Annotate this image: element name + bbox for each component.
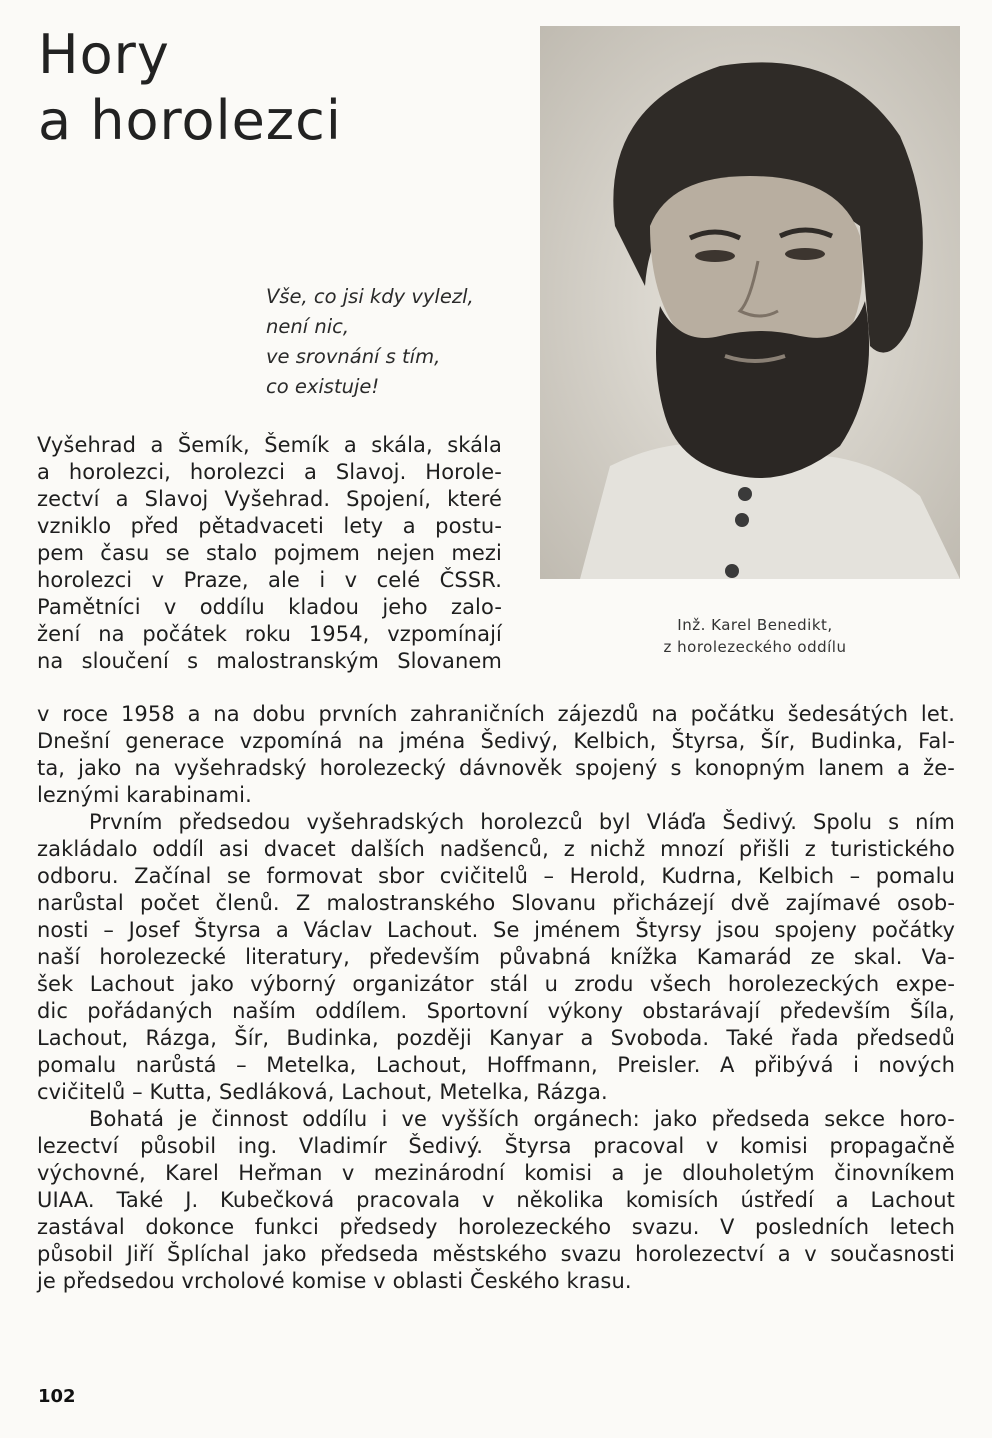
text-line: Dnešní generace vzpomíná na jména Šedivý, Kelbich, Štyrsa, Šír, Budinka, Fal- xyxy=(37,729,955,753)
text-line: žení na počátek roku 1954, vzpomínají xyxy=(37,622,502,646)
intro-paragraph xyxy=(37,432,502,675)
text-line: a horolezci, horolezci a Slavoj. Horole- xyxy=(37,460,502,484)
photo-caption xyxy=(605,614,905,658)
text-line: výchovné, Karel Heřman v mezinárodní komisi a je dlouholetým činovníkem xyxy=(37,1161,955,1185)
text-line: ta, jako na vyšehradský horolezecký dávnověk spojený s konopným lanem a že- xyxy=(37,756,955,780)
body-text xyxy=(37,701,955,1295)
caption-line: z horolezeckého oddílu xyxy=(663,638,847,656)
article-title xyxy=(38,22,342,154)
text-line: Lachout, Rázga, Šír, Budinka, později Kanyar a Svoboda. Také řada předsedů xyxy=(37,1026,955,1050)
text-line: narůstal počet členů. Z malostranského Slovanu přicházejí dvě zajímavé osob- xyxy=(37,891,955,915)
portrait-photo xyxy=(540,26,960,579)
text-line: Bohatá je činnost oddílu i ve vyšších orgánech: jako předseda sekce horo- xyxy=(89,1107,955,1131)
portrait-illustration xyxy=(540,26,960,579)
text-line: pomalu narůstá – Metelka, Lachout, Hoffmann, Preisler. A přibývá i nových xyxy=(37,1053,955,1077)
motto-quote xyxy=(266,282,474,402)
motto-line: Vše, co jsi kdy vylezl, xyxy=(266,285,474,308)
text-line: pem času se stalo pojmem nejen mezi xyxy=(37,541,502,565)
text-line: cvičitelů – Kutta, Sedláková, Lachout, Metelka, Rázga. xyxy=(37,1080,608,1104)
text-line: je předsedou vrcholové komise v oblasti Českého krasu. xyxy=(37,1269,632,1293)
text-line: UIAA. Také J. Kubečková pracovala v několika komisích ústředí a Lachout xyxy=(37,1188,955,1212)
motto-line: ve srovnání s tím, xyxy=(266,345,441,368)
text-line: na sloučení s malostranským Slovanem xyxy=(37,649,502,673)
text-line: Prvním předsedou vyšehradských horolezců byl Vláďa Šedivý. Spolu s ním xyxy=(89,810,955,834)
text-line: naší horolezecké literatury, především půvabná knížka Kamarád ze skal. Va- xyxy=(37,945,955,969)
text-line: Vyšehrad a Šemík, Šemík a skála, skála xyxy=(37,433,502,457)
caption-line: Inž. Karel Benedikt, xyxy=(677,616,833,634)
text-line: nosti – Josef Štyrsa a Václav Lachout. Se jménem Štyrsy jsou spojeny počátky xyxy=(37,918,955,942)
text-line: v roce 1958 a na dobu prvních zahraničních zájezdů na počátku šedesátých let. xyxy=(37,702,955,726)
text-line: zectví a Slavoj Vyšehrad. Spojení, které xyxy=(37,487,502,511)
page-number: 102 xyxy=(38,1386,76,1407)
text-line: lezectví působil ing. Vladimír Šedivý. Štyrsa pracoval v komisi propagačně xyxy=(37,1134,955,1158)
text-line: Pamětníci v oddílu kladou jeho zalo- xyxy=(37,595,502,619)
title-line-1: Hory xyxy=(38,23,170,86)
motto-line: není nic, xyxy=(266,315,350,338)
text-line: leznými karabinami. xyxy=(37,783,252,807)
text-line: zastával dokonce funkci předsedy horolezeckého svazu. V posledních letech xyxy=(37,1215,955,1239)
text-line: horolezci v Praze, ale i v celé ČSSR. xyxy=(37,568,502,592)
text-line: vzniklo před pětadvaceti lety a postu- xyxy=(37,514,502,538)
text-line: dic pořádaných naším oddílem. Sportovní výkony obstarávají především Šíla, xyxy=(37,999,955,1023)
text-line: odboru. Začínal se formovat sbor cvičitelů – Herold, Kudrna, Kelbich – pomalu xyxy=(37,864,955,888)
text-line: šek Lachout jako výborný organizátor stál u zrodu všech horolezeckých expe- xyxy=(37,972,955,996)
text-line: působil Jiří Šplíchal jako předseda městského svazu horolezectví a v současnosti xyxy=(37,1242,955,1266)
title-line-2: a horolezci xyxy=(38,89,342,152)
motto-line: co existuje! xyxy=(266,375,380,398)
text-line: zakládalo oddíl asi dvacet dalších nadšenců, z nichž mnozí přišli z turistického xyxy=(37,837,955,861)
